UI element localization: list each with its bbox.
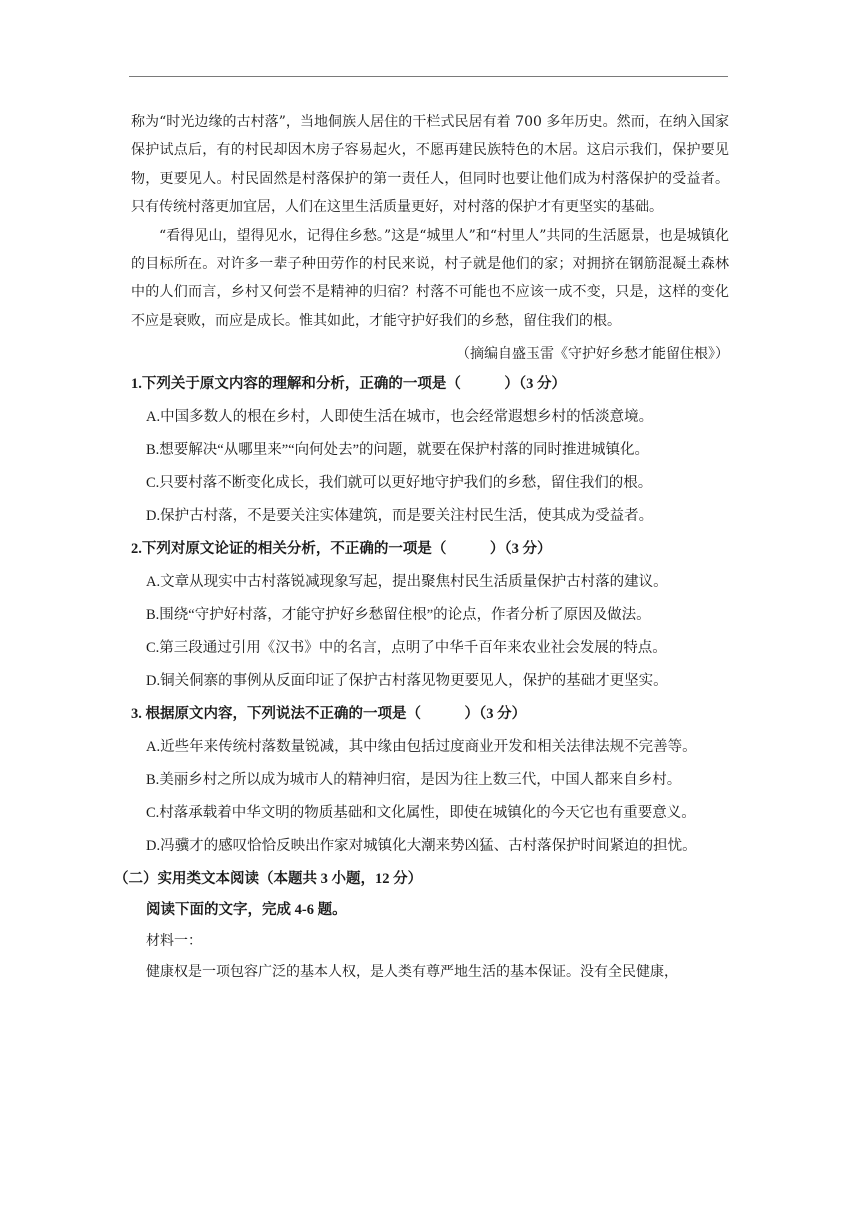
option-b: B.想要解决“从哪里来”“向何处去”的问题，就要在保护村落的同时推进城镇化。 — [146, 442, 650, 459]
section-heading: （二）实用类文本阅读（本题共 3 小题，12 分） — [114, 871, 423, 888]
material-label: 材料一： — [146, 933, 202, 950]
option-a: A.近些年来传统村落数量锐减，其中缘由包括过度商业开发和相关法律法规不完善等。 — [146, 739, 697, 756]
page-content — [114, 108, 729, 983]
section-instruction: 阅读下面的文字，完成 4-6 题。 — [146, 902, 347, 919]
question-2 — [131, 538, 729, 692]
passage-paragraph-1: 称为“时光边缘的古村落”，当地侗族人居住的干栏式民居有着 700 多年历史。然而，在纳入国家保护试点后，有的村民却因木房子容易起火，不愿再建民族特色的木居。这启示我们，保护要见物，更要见人。村民固然是村落保护的第一责任人，但同时也要让他们成为村落保护的受益者。只有传统村落更加宜居，人们在这里生活质量更好，对村落的保护才有更坚实的基础。 — [131, 114, 729, 216]
option-d: D.冯骥才的感叹恰恰反映出作家对城镇化大潮来势凶猛、古村落保护时间紧迫的担忧。 — [146, 838, 697, 855]
question-stem: 1.下列关于原文内容的理解和分析，正确的一项是（ ）（3 分） — [131, 376, 566, 393]
question-stem: 3. 根据原文内容，下列说法不正确的一项是（ ）（3 分） — [131, 706, 527, 723]
option-d: D.铜关侗寨的事例从反面印证了保护古村落见物更要见人，保护的基础才更坚实。 — [146, 673, 668, 690]
option-c: C.第三段通过引用《汉书》中的名言，点明了中华千百年来农业社会发展的特点。 — [146, 640, 667, 657]
passage-paragraph-2: “看得见山，望得见水，记得住乡愁。”这是“城里人”和“村里人”共同的生活愿景，也是城镇化的目标所在。对许多一辈子种田劳作的村民来说，村子就是他们的家；对拥挤在钢筋混凝土森林中的人们而言，乡村又何尝不是精神的归宿？村落不可能也不应该一成不变，只是，这样的变化不应是衰败，而应是成长。惟其如此，才能守护好我们的乡愁，留住我们的根。 — [131, 227, 729, 329]
option-d: D.保护古村落，不是要关注实体建筑，而是要关注村民生活，使其成为受益者。 — [146, 508, 654, 525]
passage-source: （摘编自盛玉雷《守护好乡愁才能留住根》） — [456, 346, 729, 363]
material-first-line: 健康权是一项包容广泛的基本人权，是人类有尊严地生活的基本保证。没有全民健康， — [146, 964, 678, 981]
question-stem: 2.下列对原文论证的相关分析，不正确的一项是（ ）（3 分） — [131, 541, 552, 558]
question-1 — [131, 373, 729, 527]
option-c: C.只要村落不断变化成长，我们就可以更好地守护我们的乡愁，留住我们的根。 — [146, 475, 653, 492]
header-rule — [129, 76, 728, 77]
option-b: B.美丽乡村之所以成为城市人的精神归宿，是因为往上数三代，中国人都来自乡村。 — [146, 772, 682, 789]
option-a: A.中国多数人的根在乡村，人即使生活在城市，也会经常遐想乡村的恬淡意境。 — [146, 409, 654, 426]
option-a: A.文章从现实中古村落锐减现象写起，提出聚焦村民生活质量保护古村落的建议。 — [146, 574, 668, 591]
option-b: B.围绕“守护好村落，才能守护好乡愁留住根”的论点，作者分析了原因及做法。 — [146, 607, 651, 624]
option-c: C.村落承载着中华文明的物质基础和文化属性，即使在城镇化的今天它也有重要意义。 — [146, 805, 696, 822]
question-3 — [131, 703, 729, 857]
